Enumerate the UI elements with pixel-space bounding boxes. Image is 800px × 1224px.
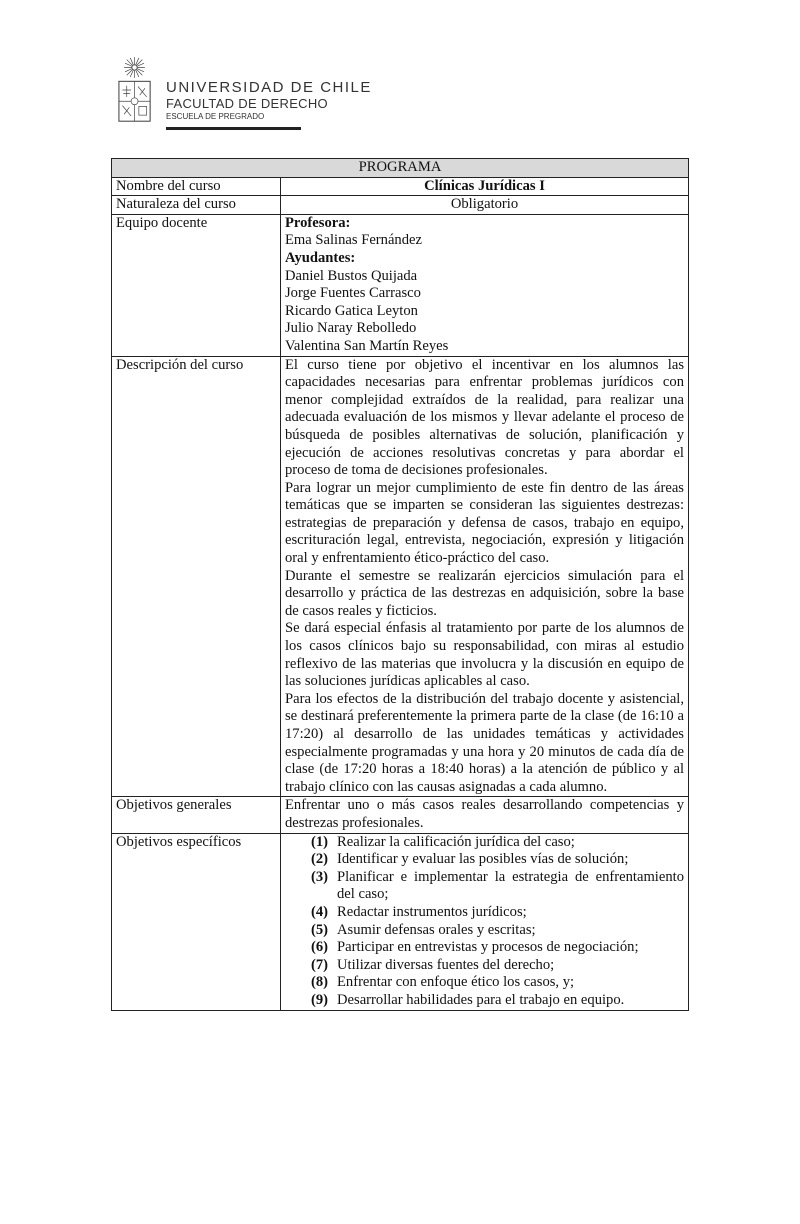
header-divider xyxy=(166,127,301,130)
table-row xyxy=(112,356,689,797)
row-label: Naturaleza del curso xyxy=(112,196,281,215)
list-item xyxy=(311,957,684,975)
teaching-team xyxy=(281,214,689,356)
row-label: Descripción del curso xyxy=(112,356,281,797)
list-item xyxy=(311,974,684,992)
list-item xyxy=(311,869,684,904)
assistant-name: Julio Naray Rebolledo xyxy=(285,320,417,337)
course-name xyxy=(281,177,689,196)
item-number: (2) xyxy=(311,851,329,868)
item-text: Participar en entrevistas y procesos de negociación; xyxy=(337,939,639,956)
description-paragraph: Para los efectos de la distribución del trabajo docente y asistencial, se destinará preferentemente la primera parte de la clase (de 16:10 a 17:20) al desarrollo de las unidades temáticas y actividades especialmente programadas y una hora y 20 minutos de cada día de clase (de 17:20 horas a 18:40 horas) a la atención de público y al trabajo clínico con las causas asignadas a cada alumno. xyxy=(285,690,684,795)
item-text: Utilizar diversas fuentes del derecho; xyxy=(337,956,555,973)
general-objectives: Enfrentar uno o más casos reales desarrollando competencias y destrezas profesionales. xyxy=(281,797,689,833)
assistant-name: Ricardo Gatica Leyton xyxy=(285,302,418,319)
assistant-name: Valentina San Martín Reyes xyxy=(285,337,449,354)
professor-name: Ema Salinas Fernández xyxy=(285,232,422,249)
row-label: Nombre del curso xyxy=(112,177,281,196)
item-number: (4) xyxy=(311,903,329,920)
list-item xyxy=(311,992,684,1010)
assistant-name: Jorge Fuentes Carrasco xyxy=(285,285,421,302)
list-item xyxy=(311,904,684,922)
item-text: Asumir defensas orales y escritas; xyxy=(337,921,536,938)
course-description xyxy=(281,356,689,797)
list-item xyxy=(311,939,684,957)
university-name: UNIVERSIDAD DE CHILE xyxy=(166,79,372,96)
item-number: (5) xyxy=(311,921,329,938)
table-row xyxy=(112,177,689,196)
description-paragraph: El curso tiene por objetivo el incentivar en los alumnos las capacidades necesarias para enfrentar problemas jurídicos con menor complejidad extraídos de la realidad, para realizar una adecuada evaluación de los mismos y llevar adelante el proceso de búsqueda de posibles alternativas de solución, planificación y ejecución de acciones resolutivas concretas y para abordar el proceso de toma de decisiones profesionales. xyxy=(285,356,684,479)
item-text: Identificar y evaluar las posibles vías de solución; xyxy=(337,851,629,868)
item-text: Enfrentar con enfoque ético los casos, y; xyxy=(337,974,575,991)
specific-objectives-list xyxy=(285,834,684,1010)
item-text: Redactar instrumentos jurídicos; xyxy=(337,903,527,920)
assistant-name: Daniel Bustos Quijada xyxy=(285,267,418,284)
item-number: (8) xyxy=(311,974,329,991)
program-table xyxy=(111,158,689,1011)
item-number: (3) xyxy=(311,868,329,885)
item-text: Realizar la calificación jurídica del caso; xyxy=(337,833,575,850)
list-item xyxy=(311,922,684,940)
institution-header xyxy=(166,80,372,130)
assistants-heading: Ayudantes: xyxy=(285,249,356,266)
list-item xyxy=(311,834,684,852)
course-name-value: Clínicas Jurídicas I xyxy=(424,177,545,194)
row-label: Objetivos específicos xyxy=(112,833,281,1010)
item-number: (1) xyxy=(311,833,329,850)
description-paragraph: Durante el semestre se realizarán ejercicios simulación para el desarrollo y práctica de las destrezas en adquisición, sobre la base de casos reales y ficticios. xyxy=(285,567,684,619)
table-row xyxy=(112,797,689,833)
description-paragraph: Para lograr un mejor cumplimiento de este fin dentro de las áreas temáticas que se imparten se consideran las siguientes destrezas: estrategias de preparación y defensa de casos, trabajo en equipo, escrituración legal, entrevista, negociación, expresión y litigación oral y enfrentamiento ético-práctico del caso. xyxy=(285,479,684,567)
table-row xyxy=(112,196,689,215)
list-item xyxy=(311,851,684,869)
school-name: ESCUELA DE PREGRADO xyxy=(166,112,265,121)
professor-heading: Profesora: xyxy=(285,214,351,231)
description-paragraph: Se dará especial énfasis al tratamiento por parte de los alumnos de los casos clínicos bajo su responsabilidad, con miras al estudio reflexivo de las materias que involucra y la discusión en equipo de las soluciones jurídicas aplicables al caso. xyxy=(285,620,684,690)
item-number: (6) xyxy=(311,939,329,956)
program-title: PROGRAMA xyxy=(112,159,689,178)
item-number: (9) xyxy=(311,991,329,1008)
university-seal-logo xyxy=(112,50,164,130)
course-nature: Obligatorio xyxy=(281,196,689,215)
item-number: (7) xyxy=(311,956,329,973)
item-text: Planificar e implementar la estrategia de enfrentamiento del caso; xyxy=(337,868,684,903)
specific-objectives xyxy=(281,833,689,1010)
row-label: Objetivos generales xyxy=(112,797,281,833)
row-label: Equipo docente xyxy=(112,214,281,356)
table-row xyxy=(112,214,689,356)
table-row xyxy=(112,833,689,1010)
item-text: Desarrollar habilidades para el trabajo en equipo. xyxy=(337,991,625,1008)
faculty-name: FACULTAD DE DERECHO xyxy=(166,96,328,111)
